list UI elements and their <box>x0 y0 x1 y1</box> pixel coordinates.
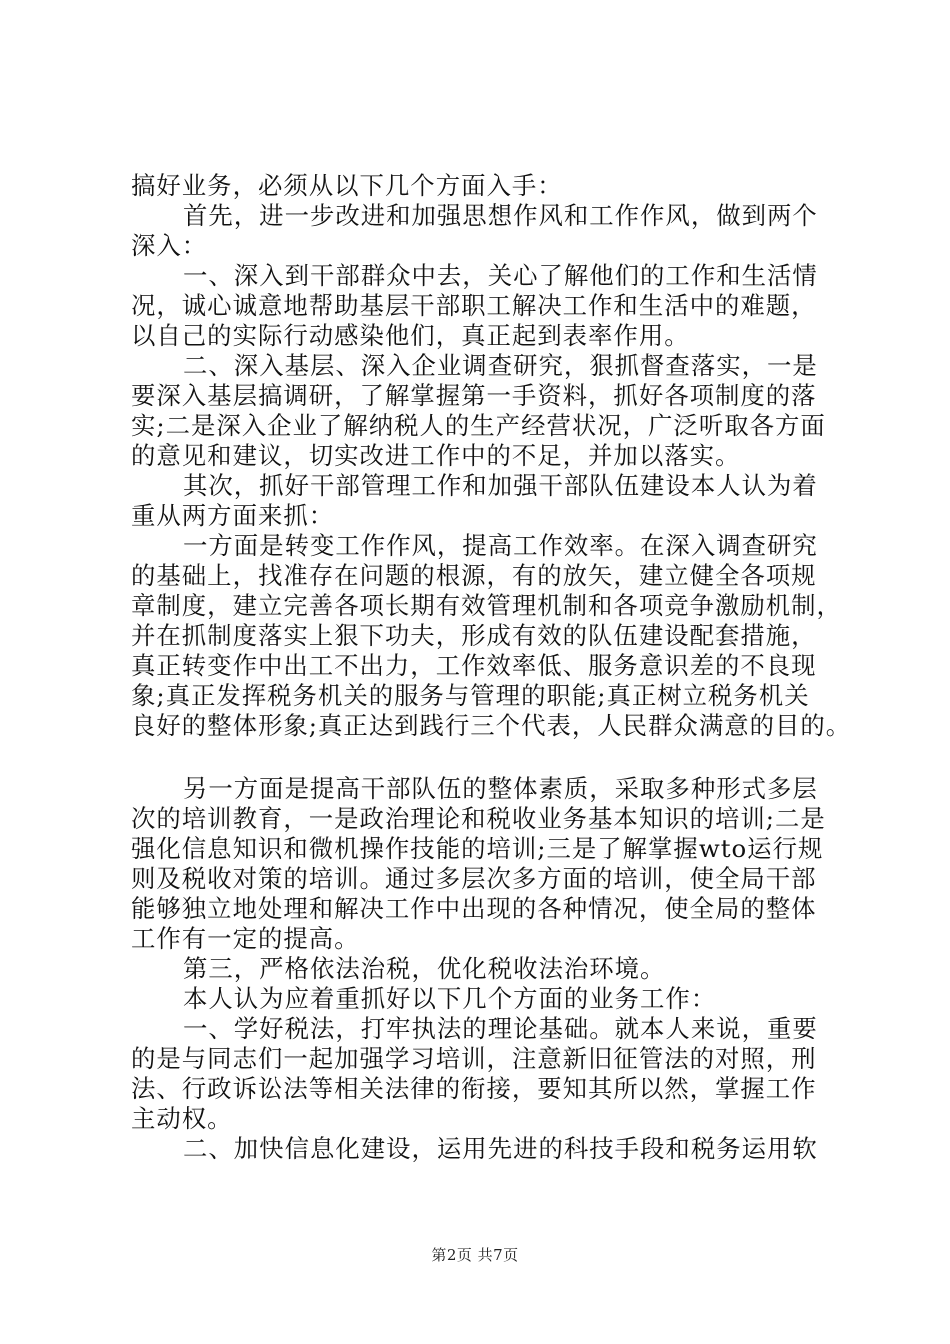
text-line: 首先，进一步改进和加强思想作风和工作作风，做到两个 <box>183 201 818 230</box>
text-line: 一、深入到干部群众中去，关心了解他们的工作和生活情 <box>183 261 818 290</box>
text-line: 真正转变作中出工不出力，工作效率低、服务意识差的不良现 <box>131 651 817 680</box>
text-line: 主动权。 <box>131 1104 233 1133</box>
paragraph-gap <box>131 741 831 774</box>
text-line: 重从两方面来抓： <box>131 501 335 530</box>
text-line: 本人认为应着重抓好以下几个方面的业务工作： <box>183 984 717 1013</box>
text-line: 象;真正发挥税务机关的服务与管理的职能;真正树立税务机关 <box>131 681 810 710</box>
text-line: 二、深入基层、深入企业调查研究，狠抓督查落实，一是 <box>183 351 818 380</box>
text-line: 良好的整体形象;真正达到践行三个代表，人民群众满意的目的。 <box>131 711 852 740</box>
text-line: 一方面是转变工作作风，提高工作效率。在深入调查研究 <box>183 531 818 560</box>
text-line: 的是与同志们一起加强学习培训，注意新旧征管法的对照，刑 <box>131 1044 817 1073</box>
text-line: 次的培训教育，一是政治理论和税收业务基本知识的培训;二是 <box>131 804 826 833</box>
text-line: 深入： <box>131 231 208 260</box>
text-line: 要深入基层搞调研，了解掌握第一手资料，抓好各项制度的落 <box>131 381 817 410</box>
document-body <box>131 171 852 1164</box>
text-line: 章制度，建立完善各项长期有效管理机制和各项竞争激励机制， <box>131 591 842 620</box>
page-footer: 第2页 共7页 <box>431 1246 519 1264</box>
text-line: 一、学好税法，打牢执法的理论基础。就本人来说，重要 <box>183 1014 818 1043</box>
text-line: 并在抓制度落实上狠下功夫，形成有效的队伍建设配套措施， <box>131 621 817 650</box>
text-line: 第三，严格依法治税，优化税收法治环境。 <box>183 954 666 983</box>
text-line: 法、行政诉讼法等相关法律的衔接，要知其所以然，掌握工作 <box>131 1074 817 1103</box>
text-line: 则及税收对策的培训。通过多层次多方面的培训，使全局干部 <box>131 864 817 893</box>
text-line: 工作有一定的提高。 <box>131 924 360 953</box>
text-line: 况，诚心诚意地帮助基层干部职工解决工作和生活中的难题， <box>131 291 817 320</box>
text-line: 以自己的实际行动感染他们，真正起到表率作用。 <box>131 321 690 350</box>
text-line: 强化信息知识和微机操作技能的培训;三是了解掌握wto运行规 <box>131 834 824 863</box>
text-line: 其次，抓好干部管理工作和加强干部队伍建设本人认为着 <box>183 471 818 500</box>
text-line: 的意见和建议，切实改进工作中的不足，并加以落实。 <box>131 441 741 470</box>
text-line: 能够独立地处理和解决工作中出现的各种情况，使全局的整体 <box>131 894 817 923</box>
text-line: 的基础上，找准存在问题的根源，有的放矢，建立健全各项规 <box>131 561 817 590</box>
text-line: 另一方面是提高干部队伍的整体素质，采取多种形式多层 <box>183 774 818 803</box>
text-line: 搞好业务，必须从以下几个方面入手： <box>131 171 563 200</box>
text-line: 实;二是深入企业了解纳税人的生产经营状况，广泛听取各方面 <box>131 411 826 440</box>
text-line: 二、加快信息化建设，运用先进的科技手段和税务运用软 <box>183 1134 818 1163</box>
